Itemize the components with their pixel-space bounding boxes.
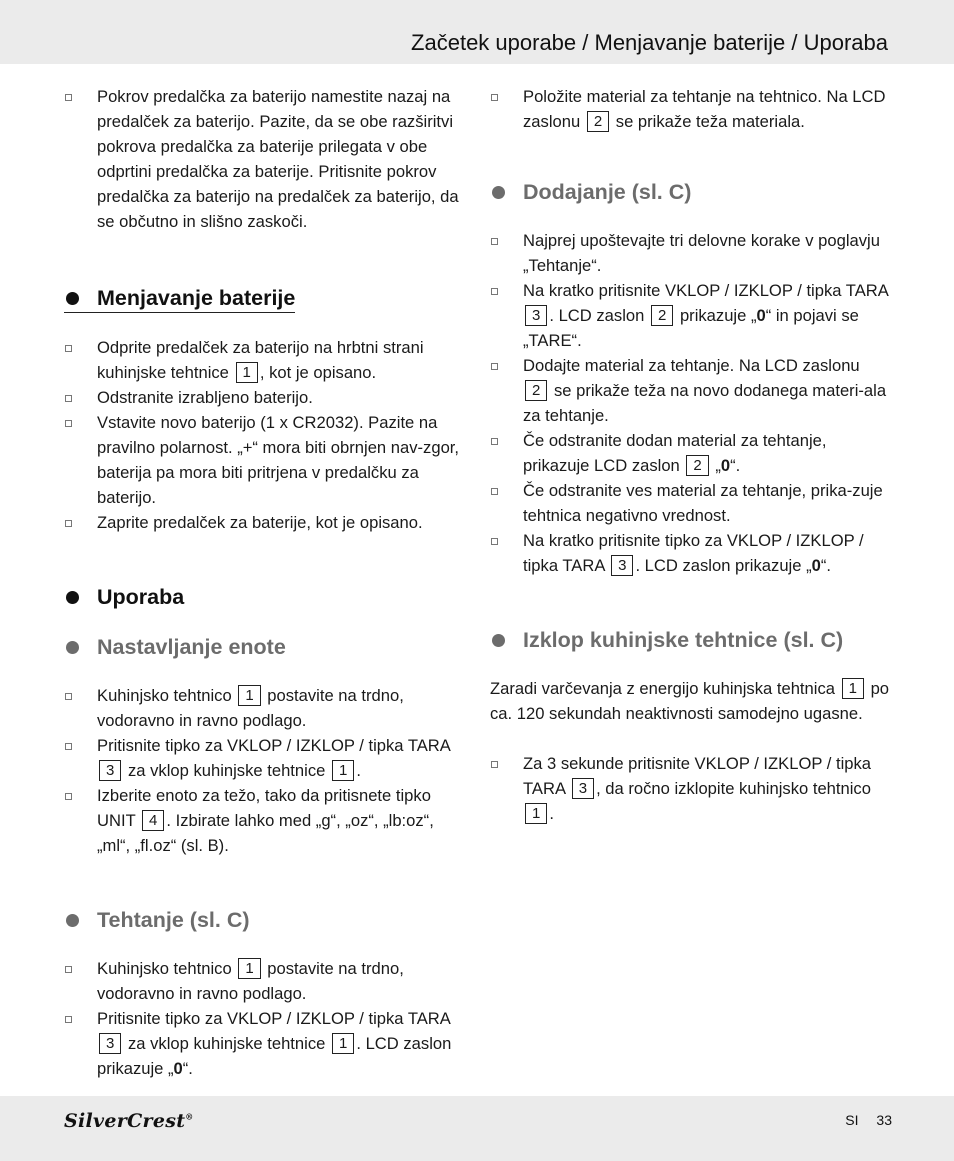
ref-box: 2 [525,380,547,401]
bullet-square-icon [65,1016,72,1023]
section-heading-use: Uporaba [64,583,464,611]
section-heading-battery: Menjavanje baterije [64,284,295,313]
right-column [490,84,890,826]
page-number: 33 [876,1112,892,1128]
section-heading-power-off: Izklop kuhinjske tehtnice (sl. C) [490,626,890,654]
list-item: Odstranite izrabljeno baterijo. [64,385,464,410]
ref-box: 1 [236,362,258,383]
ref-box: 1 [525,803,547,824]
paragraph: Zaradi varčevanja z energijo kuhinjska tehtnica 1 po ca. 120 sekundah neaktivnosti samodejno ugasne. [490,679,890,723]
language-code: SI [845,1112,859,1128]
bullet-square-icon [65,793,72,800]
ref-box: 3 [525,305,547,326]
ref-box: 3 [99,760,121,781]
section-heading-add: Dodajanje (sl. C) [490,178,890,206]
silvercrest-logo: SilverCrest® [64,1110,194,1132]
ref-box: 2 [686,455,708,476]
list-item: Najprej upoštevajte tri delovne korake v poglavju „Tehtanje“. [490,228,890,278]
bullet-square-icon [65,743,72,750]
bullet-square-icon [491,94,498,101]
lcd-zero: 0 [720,456,731,475]
section-heading-weigh: Tehtanje (sl. C) [64,906,464,934]
bullet-square-icon [491,488,498,495]
bullet-dot-icon [66,641,79,654]
ref-box: 2 [651,305,673,326]
left-column [64,84,464,1081]
bullet-square-icon [65,966,72,973]
bullet-dot-icon [66,591,79,604]
list-item: Če odstranite ves material za tehtanje, prika-zuje tehtnica negativno vrednost. [490,478,890,528]
ref-box: 3 [99,1033,121,1054]
bullet-square-icon [65,94,72,101]
ref-box: 1 [332,760,354,781]
bullet-square-icon [491,288,498,295]
ref-box: 2 [587,111,609,132]
lcd-zero: 0 [756,306,766,325]
lcd-zero: 0 [811,556,821,575]
list-item: Zaprite predalček za baterije, kot je opisano. [64,510,464,535]
bullet-square-icon [65,395,72,402]
ref-box: 3 [611,555,633,576]
bullet-square-icon [65,345,72,352]
bullet-square-icon [491,363,498,370]
lcd-zero: 0 [173,1059,183,1078]
list-item: Na kratko pritisnite tipko za VKLOP / IZKLOP / tipka TARA 3 . LCD zaslon prikazuje „0“. [490,528,890,578]
ref-box: 1 [842,678,864,699]
page-header [0,0,954,64]
list-item: Za 3 sekunde pritisnite VKLOP / IZKLOP / tipka TARA 3 , da ročno izklopite kuhinjsko tehtnico 1 . [490,751,890,826]
list-item: Odprite predalček za baterijo na hrbtni strani kuhinjske tehtnice 1 , kot je opisano. [64,335,464,385]
list-item: Dodajte material za tehtanje. Na LCD zaslonu 2 se prikaže teža na novo dodanega materi-ala za tehtanje. [490,353,890,428]
ref-box: 3 [572,778,594,799]
list-item: Izberite enoto za težo, tako da pritisnete tipko UNIT 4 . Izbirate lahko med „g“, „oz“, „lb:oz“, „ml“, „fl.oz“ (sl. B). [64,783,464,858]
list-item: Pokrov predalčka za baterijo namestite nazaj na predalček za baterijo. Pazite, da se obe razširitvi pokrova predalčka za baterije prilegata v obe odprtini predalčka za baterije. Pritisnite pokrov predalčka za baterijo na predalček za baterijo, da se občutno in slišno zaskoči. [64,84,464,234]
ref-box: 1 [238,685,260,706]
section-heading-unit: Nastavljanje enote [64,633,464,661]
ref-box: 1 [332,1033,354,1054]
ref-box: 1 [238,958,260,979]
bullet-square-icon [65,420,72,427]
list-item: Če odstranite dodan material za tehtanje, prikazuje LCD zaslon 2 „0“. [490,428,890,478]
bullet-square-icon [491,238,498,245]
bullet-dot-icon [66,914,79,927]
list-item: Položite material za tehtanje na tehtnico. Na LCD zaslonu 2 se prikaže teža materiala. [490,84,890,134]
page-title: Začetek uporabe / Menjavanje baterije / Uporaba [411,30,888,55]
list-item: Na kratko pritisnite VKLOP / IZKLOP / tipka TARA 3 . LCD zaslon 2 prikazuje „0“ in pojavi se „TARE“. [490,278,890,353]
bullet-square-icon [491,438,498,445]
bullet-square-icon [65,693,72,700]
list-item: Pritisnite tipko za VKLOP / IZKLOP / tipka TARA 3 za vklop kuhinjske tehtnice 1 . [64,733,464,783]
bullet-dot-icon [492,186,505,199]
page-footer [0,1096,954,1161]
ref-box: 4 [142,810,164,831]
bullet-dot-icon [66,292,79,305]
bullet-square-icon [491,761,498,768]
list-item: Vstavite novo baterijo (1 x CR2032). Pazite na pravilno polarnost. „+“ mora biti obrnjen nav-zgor, baterija pa mora biti pritrjena v predalčku za baterijo. [64,410,464,510]
bullet-square-icon [491,538,498,545]
list-item: Pritisnite tipko za VKLOP / IZKLOP / tipka TARA 3 za vklop kuhinjske tehtnice 1 . LCD zaslon prikazuje „0“. [64,1006,464,1081]
list-item: Kuhinjsko tehtnico 1 postavite na trdno, vodoravno in ravno podlago. [64,956,464,1006]
list-item: Kuhinjsko tehtnico 1 postavite na trdno, vodoravno in ravno podlago. [64,683,464,733]
page-info [845,1112,892,1128]
bullet-square-icon [65,520,72,527]
bullet-dot-icon [492,634,505,647]
